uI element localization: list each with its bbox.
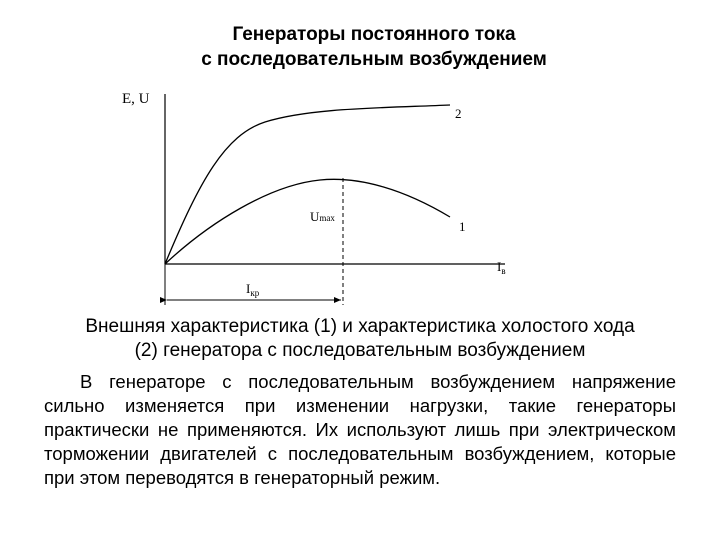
ikr-label-sub: кр [250, 288, 260, 298]
x-axis-label-main: I [497, 259, 502, 274]
umax-label-sub: max [319, 213, 335, 223]
x-axis-label-sub: в [501, 266, 506, 276]
curve-1-external-characteristic [165, 179, 450, 264]
umax-label [310, 209, 335, 224]
curve-2-label: 2 [455, 106, 462, 121]
curve-2-no-load-characteristic [165, 105, 450, 264]
curve-1-label: 1 [459, 219, 466, 234]
caption-line-2: (2) генератора с последовательным возбуждением [134, 340, 586, 361]
x-axis-label [497, 259, 506, 276]
body-paragraph: В генераторе с последовательным возбуждением напряжение сильно изменяется при изменении нагрузки, такие генераторы практически не применяются. Их используют лишь при электрическом торможении двигателей с последовательным возбуждением, которые при этом переводятся в генераторный режим. [44, 371, 676, 488]
title-line-2: с последовательным возбуждением [201, 49, 547, 70]
umax-label-main: U [310, 209, 320, 224]
ikr-label [246, 281, 260, 298]
title-line-1: Генераторы постоянного тока [232, 24, 516, 45]
caption-line-1: Внешняя характеристика (1) и характеристика холостого хода [85, 316, 635, 337]
y-axis-label: E, U [122, 91, 150, 107]
ikr-label-main: I [246, 281, 251, 296]
figure-caption [30, 315, 690, 363]
